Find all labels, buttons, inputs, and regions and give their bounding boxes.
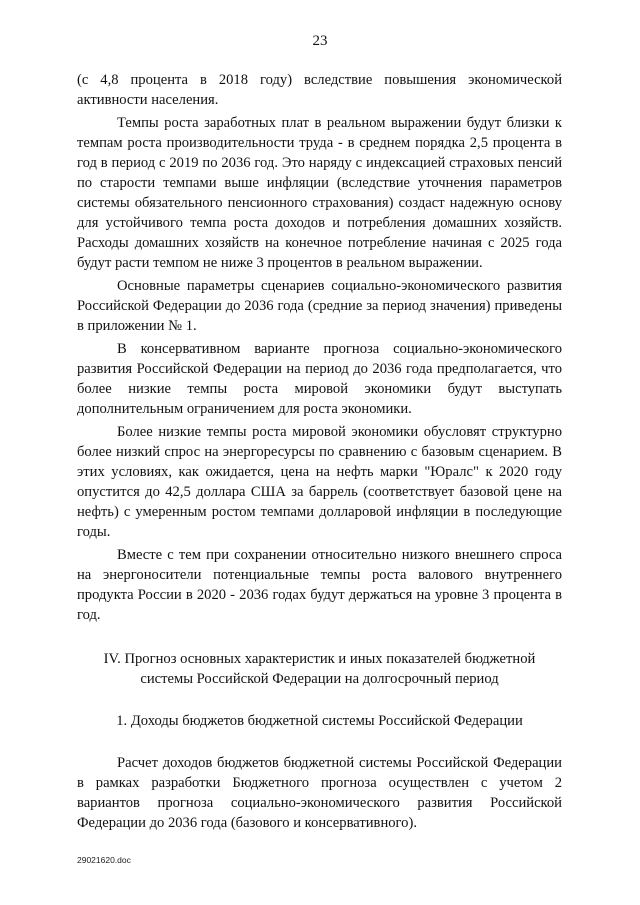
paragraph-gdp-growth: Вместе с тем при сохранении относительно низкого внешнего спроса на энергоносители потенциальные темпы роста валового внутреннего продукта России в 2020 - 2036 годах будут держаться на уровне 3 процента в год. [77, 547, 562, 623]
subsection-heading: 1. Доходы бюджетов бюджетной системы Российской Федерации [116, 713, 523, 729]
paragraph-conservative-variant: В консервативном варианте прогноза социально-экономического развития Российской Федерации на период до 2036 года предполагается, что более низкие темпы роста мировой экономики будут выступать дополнительным ограничением для роста экономики. [77, 341, 562, 417]
section-heading-line-1: IV. Прогноз основных характеристик и иных показателей бюджетной [103, 651, 536, 667]
section-heading-line-2: системы Российской Федерации на долгосрочный период [140, 671, 499, 687]
paragraph-parameters: Основные параметры сценариев социально-экономического развития Российской Федерации до 2036 года (средние за период значения) приведены в приложении № 1. [77, 278, 562, 334]
paragraph-continuation: (с 4,8 процента в 2018 году) вследствие повышения экономической активности населения. [77, 72, 562, 108]
paragraph-wages: Темпы роста заработных плат в реальном выражении будут близки к темпам роста производительности труда - в среднем порядка 2,5 процента в год в период с 2019 по 2036 год. Это наряду с индексацией страховых пенсий по старости темпами выше инфляции (вследствие уточнения параметров системы обязательного пенсионного страхования) создаст надежную основу для устойчивого темпа роста доходов и потребления домашних хозяйств. Расходы домашних хозяйств на конечное потребление начиная с 2025 года будут расти темпом не ниже 3 процентов в реальном выражении. [77, 115, 562, 271]
paragraph-energy-demand: Более низкие темпы роста мировой экономики обусловят структурно более низкий спрос на энергоресурсы по сравнению с базовым сценарием. В этих условиях, как ожидается, цена на нефть марки "Юралс" к 2020 году опустится до 42,5 доллара США за баррель (соответствует базовой цене на нефть) с умеренным ростом темпами долларовой инфляции в последующие годы. [77, 424, 562, 540]
section-heading [77, 649, 562, 689]
paragraph-revenue-calculation: Расчет доходов бюджетов бюджетной системы Российской Федерации в рамках разработки Бюджетного прогноза осуществлен с учетом 2 вариантов прогноза социально-экономического развития Российской Федерации до 2036 года (базового и консервативного). [77, 755, 562, 831]
document-file-id: 29021620.doc [77, 855, 131, 865]
document-body [77, 70, 562, 836]
page-number: 23 [312, 33, 328, 49]
